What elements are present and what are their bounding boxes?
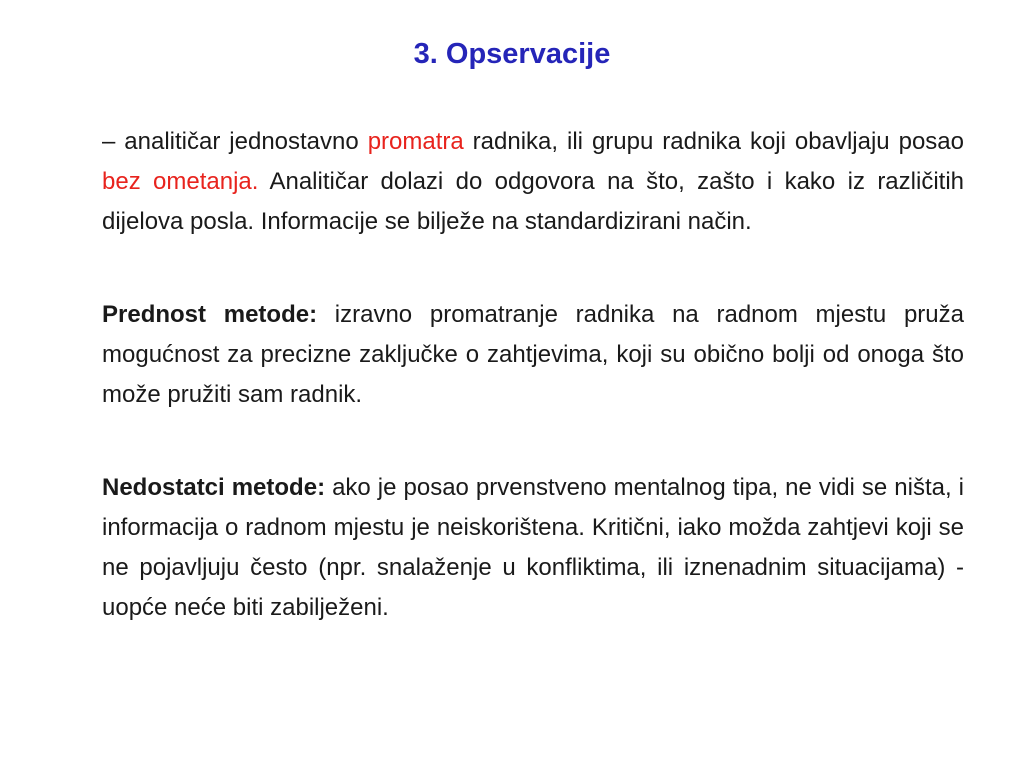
advantage-label: Prednost metode: xyxy=(102,301,318,328)
paragraph-1-text-middle: radnika, ili grupu radnika koji obavljaju posao xyxy=(463,128,964,155)
disadvantage-text: ako je posao prvenstveno mentalnog tipa, ne vidi se ništa, i informacija o radnom mjestu je neiskorištena. Kritični, iako možda zahtjevi koji se ne pojavljuju često (npr. snalaženje u konfliktima, ili iznenadnim situacijama) - uopće neće biti zabilježeni. xyxy=(102,474,964,621)
slide-body xyxy=(102,122,964,628)
paragraph-1-text-start: – analitičar jednostavno xyxy=(102,128,368,155)
paragraph-advantage xyxy=(102,295,964,415)
advantage-text: izravno promatranje radnika na radnom mjestu pruža mogućnost za precizne zaključke o zahtjevima, koji su obično bolji od onoga što može pružiti sam radnik. xyxy=(102,301,964,408)
paragraph-1-text-end: Analitičar dolazi do odgovora na što, zašto i kako iz različitih dijelova posla. Informacije se bilježe na standardizirani način. xyxy=(102,168,964,235)
paragraph-disadvantage xyxy=(102,468,964,628)
disadvantage-label: Nedostatci metode: xyxy=(102,474,326,501)
highlight-bez-ometanja: bez ometanja. xyxy=(102,168,259,195)
slide-title: 3. Opservacije xyxy=(413,38,611,70)
paragraph-observation-description xyxy=(102,122,964,242)
highlight-promatra: promatra xyxy=(367,128,464,155)
